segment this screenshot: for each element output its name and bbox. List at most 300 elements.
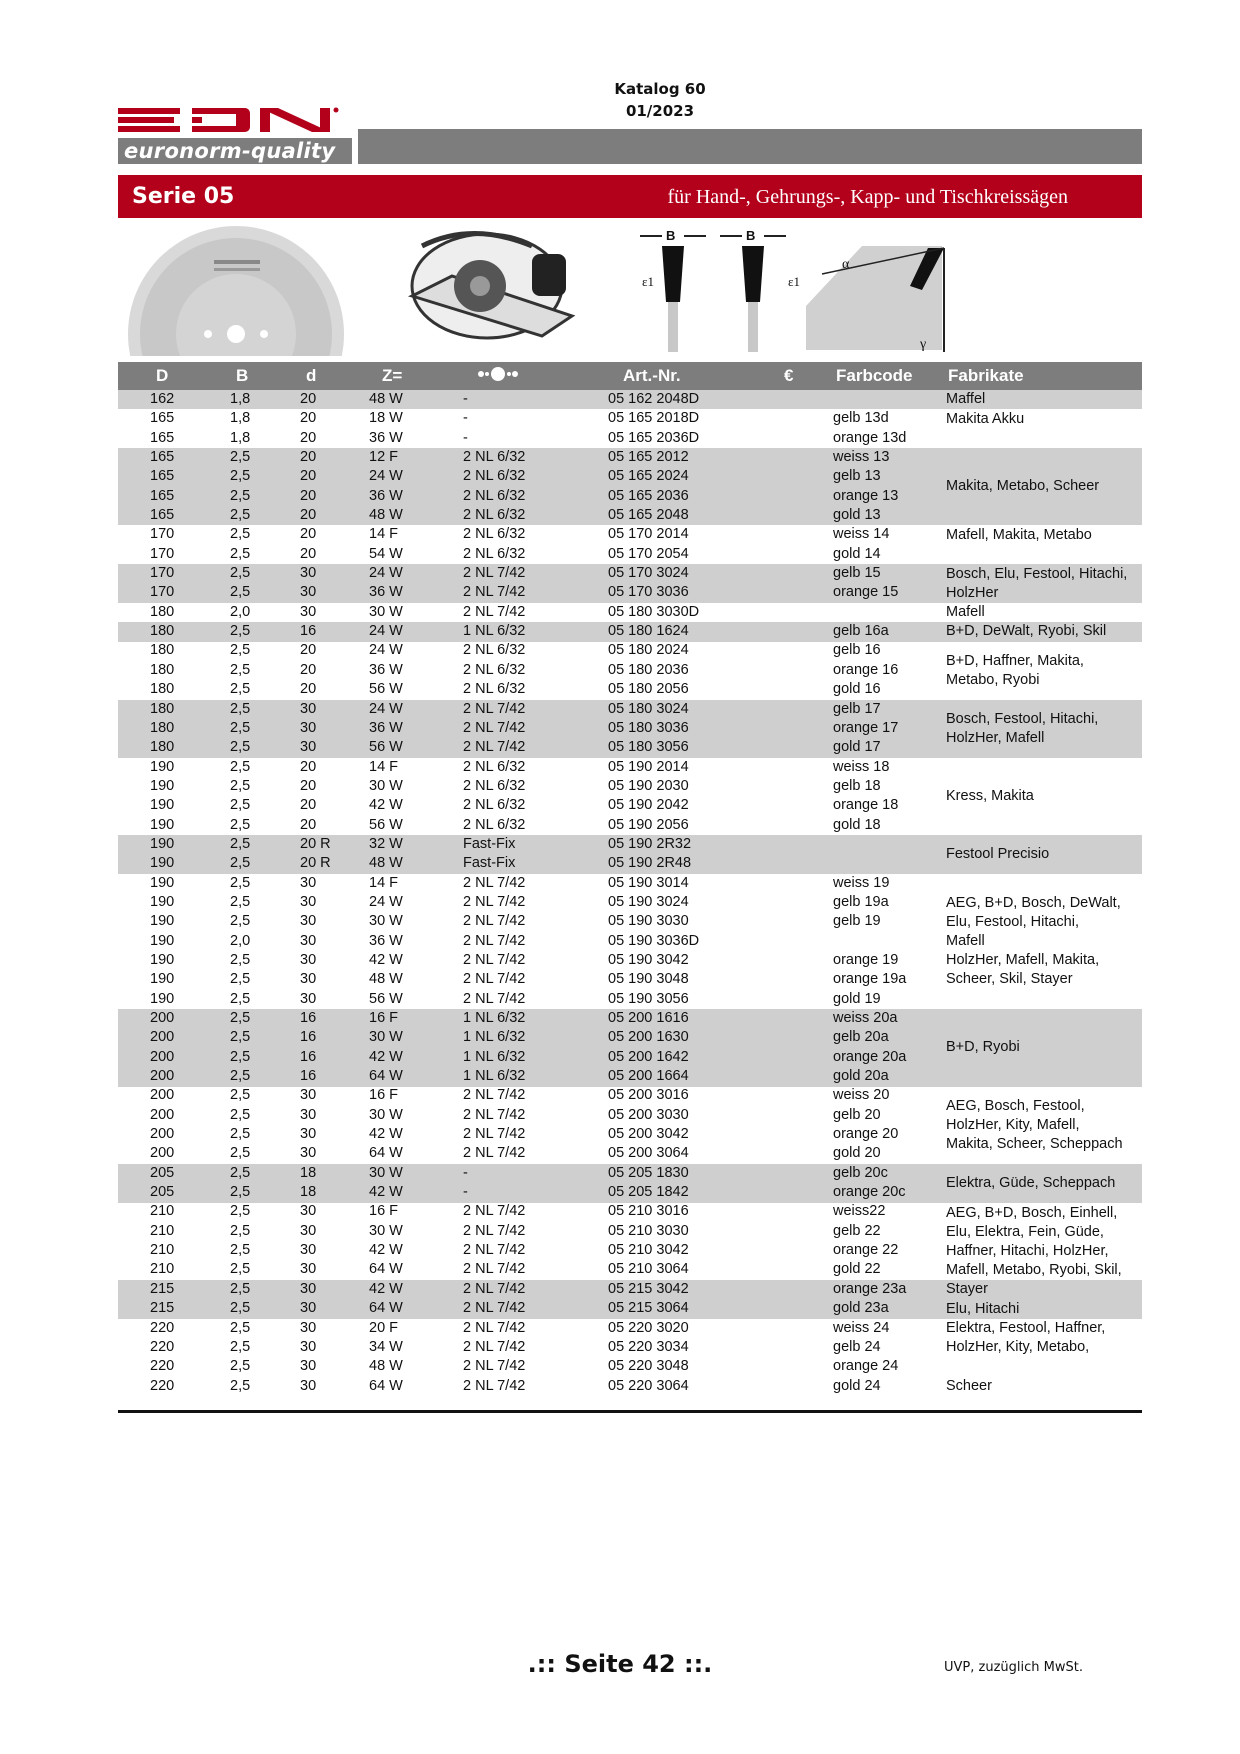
- cell-article-number: 05 215 3064: [608, 1300, 689, 1317]
- cell-pinholes: 2 NL 7/42: [463, 1242, 526, 1259]
- cell-teeth: 36 W: [369, 584, 403, 601]
- cell-colorcode: orange 20: [833, 1126, 899, 1143]
- manufacturer-cell: [946, 622, 1106, 641]
- cell-teeth: 30 W: [369, 913, 403, 930]
- cell-pinholes: 2 NL 7/42: [463, 1319, 526, 1336]
- cell-teeth: 48 W: [369, 1358, 403, 1375]
- cell-width: 2,5: [230, 913, 251, 930]
- cell-article-number: 05 165 2036D: [608, 429, 700, 446]
- cell-colorcode: gelb 18: [833, 777, 881, 794]
- cell-pinholes: 2 NL 7/42: [463, 1126, 526, 1143]
- cell-bore: 30: [300, 1222, 317, 1239]
- cell-width: 2,5: [230, 1300, 251, 1317]
- cell-pinholes: 2 NL 7/42: [463, 913, 526, 930]
- cell-width: 2,5: [230, 797, 251, 814]
- cell-teeth: 42 W: [369, 1048, 403, 1065]
- cell-teeth: 64 W: [369, 1261, 403, 1278]
- cell-article-number: 05 200 1664: [608, 1068, 689, 1085]
- cell-pinholes: 2 NL 7/42: [463, 990, 526, 1007]
- cell-diameter: 200: [150, 1126, 175, 1143]
- cell-bore: 30: [300, 719, 317, 736]
- cell-pinholes: 2 NL 7/42: [463, 1338, 526, 1355]
- cell-pinholes: 2 NL 7/42: [463, 700, 526, 717]
- cell-diameter: 200: [150, 1048, 175, 1065]
- catalog-number: Katalog 60: [614, 80, 706, 98]
- cell-width: 2,5: [230, 468, 251, 485]
- manufacturer-line: Elektra, Güde, Scheppach: [946, 1174, 1116, 1191]
- saw-blade-image: [118, 226, 358, 356]
- cell-colorcode: weiss 13: [833, 449, 890, 466]
- cell-bore: 16: [300, 623, 317, 640]
- cell-diameter: 190: [150, 913, 175, 930]
- cell-diameter: 190: [150, 990, 175, 1007]
- cell-diameter: 190: [150, 932, 175, 949]
- cell-bore: 30: [300, 584, 317, 601]
- series-banner: [118, 175, 1142, 218]
- cell-bore: 20: [300, 507, 317, 524]
- cell-teeth: 54 W: [369, 545, 403, 562]
- col-article-number: Art.-Nr.: [623, 366, 681, 385]
- cell-width: 2,5: [230, 1048, 251, 1065]
- cell-diameter: 165: [150, 507, 175, 524]
- cell-width: 2,5: [230, 816, 251, 833]
- cell-article-number: 05 210 3030: [608, 1222, 689, 1239]
- cell-width: 1,8: [230, 410, 251, 427]
- cell-diameter: 200: [150, 1068, 175, 1085]
- cell-article-number: 05 170 3024: [608, 565, 689, 582]
- cell-diameter: 170: [150, 526, 175, 543]
- cell-bore: 30: [300, 893, 317, 910]
- cell-colorcode: weiss 19: [833, 874, 890, 891]
- manufacturer-cell: [946, 1204, 1122, 1299]
- cell-width: 2,5: [230, 545, 251, 562]
- cell-colorcode: gelb 15: [833, 565, 881, 582]
- cell-diameter: 165: [150, 487, 175, 504]
- manufacturer-line: Elu, Festool, Hitachi,: [946, 913, 1079, 930]
- cell-teeth: 56 W: [369, 681, 403, 698]
- cell-pinholes: 2 NL 7/42: [463, 565, 526, 582]
- cell-colorcode: orange 20a: [833, 1048, 907, 1065]
- cell-pinholes: 2 NL 7/42: [463, 1300, 526, 1317]
- cell-pinholes: 2 NL 6/32: [463, 545, 526, 562]
- cell-width: 2,5: [230, 487, 251, 504]
- cell-teeth: 48 W: [369, 391, 403, 407]
- tooth-geometry-diagram: [632, 226, 962, 356]
- cell-diameter: 200: [150, 1106, 175, 1123]
- cell-article-number: 05 200 1630: [608, 1029, 689, 1046]
- cell-bore: 20: [300, 777, 317, 794]
- cell-diameter: 170: [150, 545, 175, 562]
- cell-diameter: 220: [150, 1358, 175, 1375]
- cell-article-number: 05 200 1642: [608, 1048, 689, 1065]
- cell-article-number: 05 165 2018D: [608, 410, 700, 427]
- cell-width: 2,5: [230, 835, 251, 852]
- col-price: €: [784, 366, 794, 385]
- cell-pinholes: -: [463, 1184, 468, 1201]
- cell-colorcode: gelb 20: [833, 1106, 881, 1123]
- cell-bore: 20: [300, 429, 317, 446]
- cell-diameter: 205: [150, 1164, 175, 1181]
- cell-bore: 30: [300, 951, 317, 968]
- cell-diameter: 200: [150, 1145, 175, 1162]
- cell-diameter: 165: [150, 429, 175, 446]
- cell-teeth: 34 W: [369, 1338, 403, 1355]
- cell-colorcode: gelb 20c: [833, 1164, 888, 1181]
- cell-bore: 20: [300, 642, 317, 659]
- cell-width: 2,5: [230, 971, 251, 988]
- manufacturer-cell: [946, 1174, 1115, 1193]
- cell-teeth: 42 W: [369, 1242, 403, 1259]
- manufacturer-line: B+D, Ryobi: [946, 1039, 1020, 1056]
- cell-pinholes: 2 NL 6/32: [463, 487, 526, 504]
- cell-article-number: 05 165 2024: [608, 468, 689, 485]
- manufacturer-line: Bosch, Elu, Festool, Hitachi,: [946, 565, 1128, 582]
- cell-teeth: 64 W: [369, 1377, 403, 1394]
- cell-colorcode: gelb 24: [833, 1338, 881, 1355]
- cell-diameter: 180: [150, 623, 175, 640]
- cell-width: 2,5: [230, 1203, 251, 1220]
- cell-width: 2,5: [230, 719, 251, 736]
- cell-pinholes: 2 NL 6/32: [463, 449, 526, 466]
- cell-width: 2,5: [230, 449, 251, 466]
- cell-diameter: 190: [150, 816, 175, 833]
- cell-colorcode: gold 18: [833, 816, 881, 833]
- cell-teeth: 36 W: [369, 932, 403, 949]
- cell-article-number: 05 180 3036: [608, 719, 689, 736]
- cell-article-number: 05 210 3042: [608, 1242, 689, 1259]
- cell-pinholes: -: [463, 391, 468, 407]
- cell-article-number: 05 190 2014: [608, 758, 689, 775]
- cell-pinholes: -: [463, 410, 468, 427]
- cell-width: 2,5: [230, 584, 251, 601]
- cell-bore: 16: [300, 1029, 317, 1046]
- label-alpha: α: [842, 257, 850, 272]
- manufacturer-line: HolzHer, Kity, Metabo,: [946, 1339, 1090, 1356]
- table-row: [118, 874, 1142, 893]
- cell-bore: 20: [300, 681, 317, 698]
- cell-article-number: 05 180 3024: [608, 700, 689, 717]
- cell-article-number: 05 180 1624: [608, 623, 689, 640]
- cell-colorcode: gold 19: [833, 990, 881, 1007]
- cell-bore: 20 R: [300, 855, 331, 872]
- cell-article-number: 05 215 3042: [608, 1280, 689, 1297]
- cell-colorcode: orange 18: [833, 797, 899, 814]
- manufacturer-cell: [946, 526, 1092, 545]
- manufacturer-line: HolzHer, Mafell: [946, 729, 1045, 746]
- cell-diameter: 190: [150, 758, 175, 775]
- logo-tagline: euronorm-quality: [118, 138, 352, 164]
- cell-bore: 30: [300, 874, 317, 891]
- cell-colorcode: gold 13: [833, 507, 881, 524]
- cell-pinholes: 2 NL 7/42: [463, 971, 526, 988]
- cell-article-number: 05 220 3034: [608, 1338, 689, 1355]
- manufacturer-cell: [946, 603, 985, 622]
- cell-pinholes: 2 NL 6/32: [463, 681, 526, 698]
- label-b1: B: [666, 228, 676, 243]
- col-teeth: Z=: [382, 366, 403, 385]
- cell-colorcode: orange 22: [833, 1242, 899, 1259]
- cell-bore: 30: [300, 1203, 317, 1220]
- manufacturer-line: AEG, B+D, Bosch, Einhell,: [946, 1204, 1118, 1221]
- cell-width: 2,5: [230, 1126, 251, 1143]
- cell-width: 2,0: [230, 932, 251, 949]
- cell-colorcode: gelb 13: [833, 468, 881, 485]
- cell-teeth: 24 W: [369, 468, 403, 485]
- cell-diameter: 210: [150, 1242, 175, 1259]
- manufacturer-line: AEG, Bosch, Festool,: [946, 1097, 1085, 1114]
- cell-bore: 30: [300, 1280, 317, 1297]
- cell-width: 2,5: [230, 661, 251, 678]
- table-bottom-rule: [118, 1410, 1142, 1413]
- cell-pinholes: 1 NL 6/32: [463, 1029, 526, 1046]
- cell-teeth: 48 W: [369, 855, 403, 872]
- cell-teeth: 42 W: [369, 1184, 403, 1201]
- cell-teeth: 64 W: [369, 1300, 403, 1317]
- manufacturer-cell: [946, 1097, 1123, 1154]
- cell-colorcode: gelb 17: [833, 700, 881, 717]
- manufacturer-cell: [946, 1319, 1105, 1357]
- cell-teeth: 14 F: [369, 758, 399, 775]
- manufacturer-line: B+D, Haffner, Makita,: [946, 652, 1084, 669]
- cell-width: 2,5: [230, 1222, 251, 1239]
- col-manufacturers: Fabrikate: [948, 366, 1024, 385]
- cell-colorcode: weiss 14: [833, 526, 890, 543]
- cell-teeth: 42 W: [369, 951, 403, 968]
- cell-article-number: 05 205 1830: [608, 1164, 689, 1181]
- catalog-header: [560, 78, 760, 122]
- cell-teeth: 42 W: [369, 797, 403, 814]
- cell-width: 2,0: [230, 603, 251, 620]
- cell-width: 2,5: [230, 990, 251, 1007]
- manufacturer-line: Scheer, Skil, Stayer: [946, 970, 1073, 987]
- cell-teeth: 64 W: [369, 1068, 403, 1085]
- manufacturer-line: B+D, DeWalt, Ryobi, Skil: [946, 623, 1107, 640]
- cell-width: 2,5: [230, 623, 251, 640]
- label-b2: B: [746, 228, 756, 243]
- cell-article-number: 05 190 3042: [608, 951, 689, 968]
- col-width: B: [236, 366, 249, 385]
- cell-bore: 30: [300, 913, 317, 930]
- cell-bore: 30: [300, 1126, 317, 1143]
- cell-bore: 20 R: [300, 835, 331, 852]
- series-title: Serie 05: [132, 184, 235, 209]
- cell-diameter: 162: [150, 391, 175, 407]
- cell-bore: 20: [300, 545, 317, 562]
- cell-teeth: 56 W: [369, 739, 403, 756]
- cell-width: 2,5: [230, 1242, 251, 1259]
- cell-bore: 16: [300, 1010, 317, 1026]
- cell-teeth: 30 W: [369, 1164, 403, 1181]
- cell-teeth: 18 W: [369, 410, 403, 427]
- label-epsilon1: ε1: [642, 274, 654, 289]
- cell-width: 1,8: [230, 391, 251, 407]
- cell-bore: 30: [300, 1145, 317, 1162]
- cell-colorcode: weiss 24: [833, 1319, 890, 1336]
- cell-colorcode: gold 17: [833, 739, 881, 756]
- manufacturer-line: Scheer: [946, 1378, 992, 1395]
- cell-diameter: 180: [150, 700, 175, 717]
- cell-colorcode: orange 17: [833, 719, 899, 736]
- cell-pinholes: 1 NL 6/32: [463, 1068, 526, 1085]
- cell-colorcode: gelb 16: [833, 642, 881, 659]
- cell-article-number: 05 220 3020: [608, 1319, 689, 1336]
- table-row: [118, 448, 1142, 467]
- cell-colorcode: orange 20c: [833, 1184, 906, 1201]
- cell-width: 2,5: [230, 758, 251, 775]
- cell-pinholes: 2 NL 7/42: [463, 874, 526, 891]
- cell-bore: 30: [300, 1242, 317, 1259]
- cell-teeth: 24 W: [369, 565, 403, 582]
- cell-colorcode: gold 22: [833, 1261, 881, 1278]
- cell-article-number: 05 200 3016: [608, 1087, 689, 1104]
- header-grey-band: [358, 129, 1142, 164]
- manufacturer-line: Kress, Makita: [946, 787, 1034, 804]
- cell-article-number: 05 190 3024: [608, 893, 689, 910]
- cell-colorcode: orange 13d: [833, 429, 907, 446]
- cell-bore: 30: [300, 1106, 317, 1123]
- cell-colorcode: gelb 13d: [833, 410, 889, 427]
- cell-width: 2,5: [230, 565, 251, 582]
- col-diameter: D: [156, 366, 169, 385]
- cell-teeth: 16 F: [369, 1087, 399, 1104]
- table-row: [118, 1009, 1142, 1028]
- cell-bore: 20: [300, 661, 317, 678]
- cell-article-number: 05 180 2024: [608, 642, 689, 659]
- cell-bore: 20: [300, 487, 317, 504]
- cell-pinholes: Fast-Fix: [463, 855, 516, 872]
- cell-teeth: 42 W: [369, 1126, 403, 1143]
- cell-width: 2,5: [230, 874, 251, 891]
- cell-teeth: 14 F: [369, 874, 399, 891]
- cell-colorcode: gold 20a: [833, 1068, 889, 1085]
- cell-width: 2,5: [230, 1068, 251, 1085]
- cell-width: 2,5: [230, 1319, 251, 1336]
- cell-article-number: 05 170 3036: [608, 584, 689, 601]
- cell-teeth: 36 W: [369, 661, 403, 678]
- cell-article-number: 05 205 1842: [608, 1184, 689, 1201]
- cell-pinholes: 2 NL 6/32: [463, 642, 526, 659]
- cell-diameter: 180: [150, 661, 175, 678]
- table-row: [118, 545, 1142, 564]
- cell-pinholes: 2 NL 6/32: [463, 661, 526, 678]
- cell-teeth: 20 F: [369, 1319, 399, 1336]
- cell-article-number: 05 170 2054: [608, 545, 689, 562]
- cell-bore: 20: [300, 526, 317, 543]
- cell-bore: 30: [300, 565, 317, 582]
- cell-bore: 30: [300, 1300, 317, 1317]
- cell-diameter: 190: [150, 893, 175, 910]
- cell-article-number: 05 162 2048D: [608, 391, 700, 407]
- cell-diameter: 200: [150, 1010, 175, 1026]
- cell-colorcode: orange 24: [833, 1358, 899, 1375]
- cell-teeth: 48 W: [369, 507, 403, 524]
- cell-width: 2,5: [230, 1184, 251, 1201]
- manufacturer-line: Elu, Hitachi: [946, 1300, 1020, 1317]
- cell-article-number: 05 190 3036D: [608, 932, 700, 949]
- cell-colorcode: orange 19a: [833, 971, 907, 988]
- cell-pinholes: 2 NL 7/42: [463, 1222, 526, 1239]
- cell-bore: 20: [300, 391, 317, 407]
- cell-diameter: 190: [150, 797, 175, 814]
- cell-width: 2,5: [230, 1377, 251, 1394]
- manufacturer-line: HolzHer, Kity, Mafell,: [946, 1116, 1080, 1133]
- cell-teeth: 30 W: [369, 777, 403, 794]
- cell-diameter: 210: [150, 1222, 175, 1239]
- cell-teeth: 24 W: [369, 642, 403, 659]
- product-table: [118, 390, 1142, 1396]
- cell-bore: 30: [300, 700, 317, 717]
- cell-bore: 30: [300, 1358, 317, 1375]
- cell-pinholes: 1 NL 6/32: [463, 1048, 526, 1065]
- table-row: [118, 506, 1142, 525]
- cell-diameter: 215: [150, 1280, 175, 1297]
- cell-article-number: 05 210 3016: [608, 1203, 689, 1220]
- cell-article-number: 05 220 3064: [608, 1377, 689, 1394]
- cell-width: 2,5: [230, 507, 251, 524]
- cell-article-number: 05 190 3056: [608, 990, 689, 1007]
- cell-diameter: 200: [150, 1087, 175, 1104]
- cell-colorcode: gold 16: [833, 681, 881, 698]
- manufacturer-cell: [946, 787, 1034, 806]
- cell-teeth: 30 W: [369, 1222, 403, 1239]
- cell-pinholes: 1 NL 6/32: [463, 1010, 526, 1026]
- cell-colorcode: weiss 20: [833, 1087, 890, 1104]
- cell-teeth: 16 F: [369, 1010, 399, 1026]
- cell-teeth: 36 W: [369, 487, 403, 504]
- manufacturer-line: Stayer: [946, 1280, 988, 1297]
- cell-article-number: 05 165 2048: [608, 507, 689, 524]
- manufacturer-line: HolzHer, Mafell, Makita,: [946, 951, 1100, 968]
- cell-diameter: 165: [150, 449, 175, 466]
- cell-width: 2,5: [230, 1145, 251, 1162]
- manufacturer-line: Makita, Metabo, Scheer: [946, 478, 1100, 495]
- cell-pinholes: 2 NL 7/42: [463, 603, 526, 620]
- cell-bore: 20: [300, 410, 317, 427]
- cell-article-number: 05 190 2042: [608, 797, 689, 814]
- cell-teeth: 30 W: [369, 603, 403, 620]
- cell-diameter: 215: [150, 1300, 175, 1317]
- cell-pinholes: 2 NL 6/32: [463, 526, 526, 543]
- cell-pinholes: 2 NL 6/32: [463, 777, 526, 794]
- cell-width: 2,5: [230, 681, 251, 698]
- cell-colorcode: orange 13: [833, 487, 899, 504]
- cell-article-number: 05 180 3030D: [608, 603, 700, 620]
- manufacturer-cell: [946, 390, 985, 409]
- cell-width: 2,5: [230, 1261, 251, 1278]
- cell-teeth: 36 W: [369, 429, 403, 446]
- cell-teeth: 32 W: [369, 835, 403, 852]
- manufacturer-line: Elu, Elektra, Fein, Güde,: [946, 1223, 1104, 1240]
- cell-pinholes: 2 NL 7/42: [463, 719, 526, 736]
- manufacturer-cell: [946, 652, 1084, 690]
- cell-colorcode: gelb 20a: [833, 1029, 889, 1046]
- cell-diameter: 205: [150, 1184, 175, 1201]
- manufacturer-line: Maffel: [946, 391, 986, 408]
- price-note: UVP, zuzüglich MwSt.: [944, 1660, 1083, 1675]
- label-epsilon2: ε1: [788, 274, 800, 289]
- pinhole-icon: [473, 364, 525, 389]
- cell-bore: 20: [300, 797, 317, 814]
- table-row: [118, 990, 1142, 1009]
- cell-article-number: 05 190 2056: [608, 816, 689, 833]
- cell-colorcode: weiss 20a: [833, 1010, 898, 1026]
- manufacturer-line: Mafell, Makita, Metabo: [946, 526, 1092, 543]
- cell-colorcode: gold 14: [833, 545, 881, 562]
- edn-logo: [118, 106, 358, 136]
- cell-bore: 30: [300, 603, 317, 620]
- manufacturer-line: HolzHer: [946, 584, 999, 601]
- cell-article-number: 05 180 2036: [608, 661, 689, 678]
